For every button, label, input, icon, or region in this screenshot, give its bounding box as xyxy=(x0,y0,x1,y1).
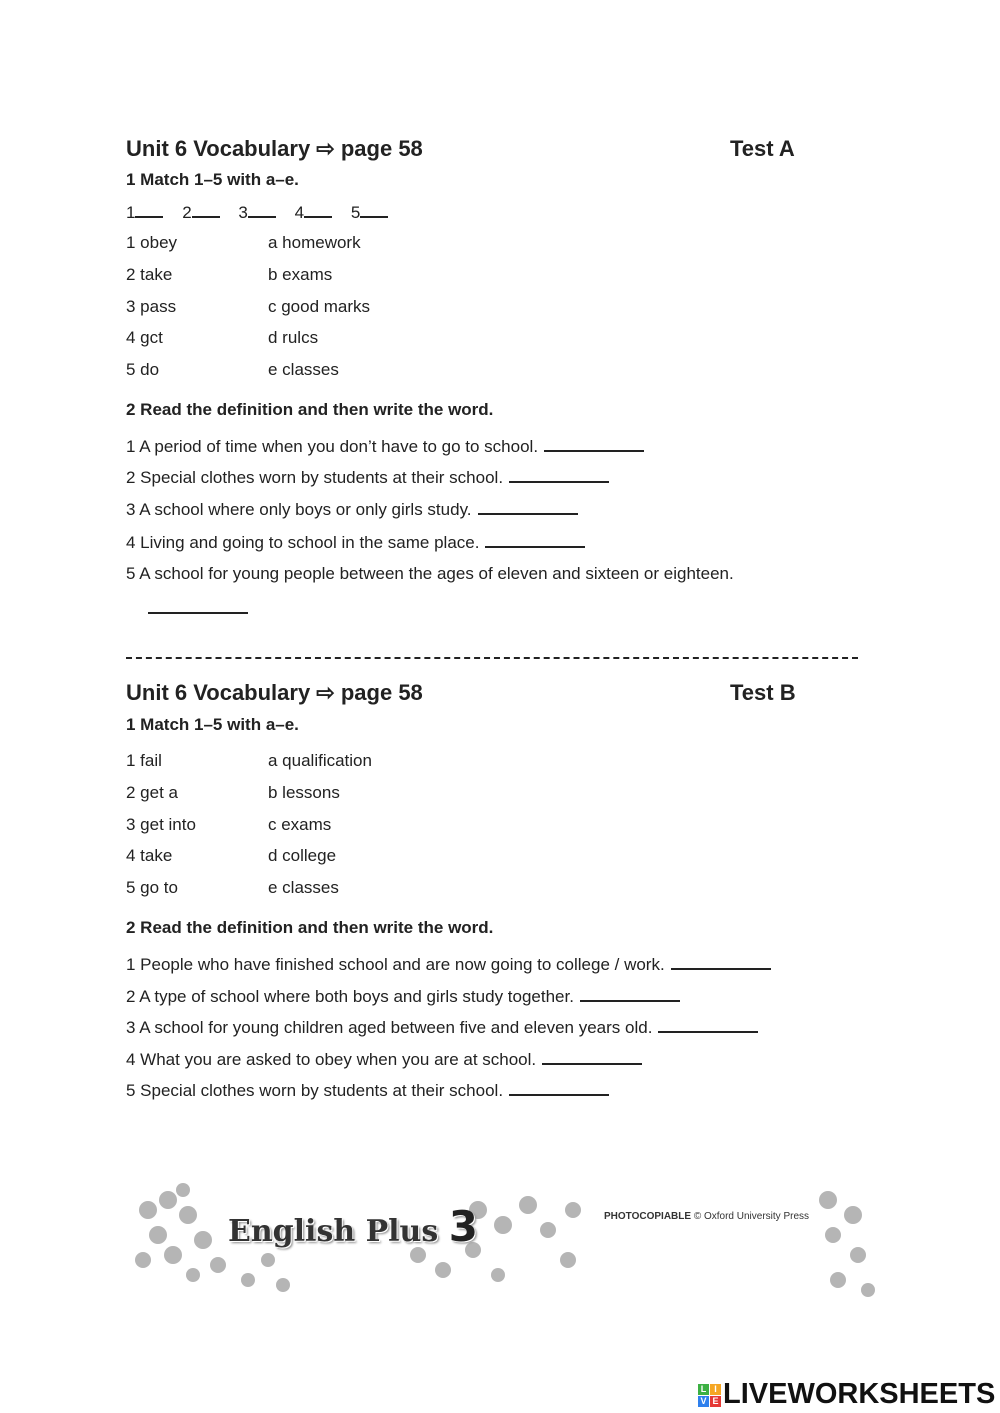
match-left: 2 get a xyxy=(126,783,178,802)
definition-item: 1 A period of time when you don’t have to go to school. xyxy=(126,436,644,457)
definition-item: 1 People who have finished school and are now going to college / work. xyxy=(126,954,771,975)
answer-blank-1[interactable] xyxy=(135,202,163,218)
match-left: 4 take xyxy=(126,846,173,865)
definition-item: 4 Living and going to school in the same place. xyxy=(126,532,585,553)
match-left: 3 get into xyxy=(126,815,196,834)
answer-field[interactable] xyxy=(509,467,609,483)
liveworksheets-icon: L I V E xyxy=(698,1384,721,1407)
match-right: c good marks xyxy=(268,297,371,316)
english-plus-footer-banner xyxy=(128,1180,880,1305)
match-right: a homework xyxy=(268,233,361,252)
test-b-ex2-instruction: 2 Read the definition and then write the word. xyxy=(126,918,494,937)
copyright-notice: PHOTOCOPIABLE © Oxford University Press xyxy=(604,1211,809,1222)
test-a-title: Unit 6 Vocabulary ⇨ page 58 xyxy=(126,136,423,161)
answer-field[interactable] xyxy=(542,1049,642,1065)
definition-item: 2 Special clothes worn by students at their school. xyxy=(126,467,609,488)
match-right: c exams xyxy=(268,815,332,834)
answer-field[interactable] xyxy=(580,986,680,1002)
answer-field[interactable] xyxy=(485,532,585,548)
brand-logo: English Plus 3 xyxy=(228,1202,478,1251)
test-a-label: Test A xyxy=(730,136,795,161)
answer-blank-2[interactable] xyxy=(192,202,220,218)
definition-item: 2 A type of school where both boys and girls study together. xyxy=(126,986,680,1007)
cut-line-divider xyxy=(126,657,858,659)
match-right: e classes xyxy=(268,878,339,897)
definition-item: 5 Special clothes worn by students at their school. xyxy=(126,1080,609,1101)
definition-item: 3 A school where only boys or only girls study. xyxy=(126,499,578,520)
answer-field[interactable] xyxy=(671,954,771,970)
answer-slots: 1 2 3 4 5 xyxy=(126,202,402,223)
match-left: 3 pass xyxy=(126,297,177,316)
test-b-title: Unit 6 Vocabulary ⇨ page 58 xyxy=(126,680,423,705)
match-left: 1 obey xyxy=(126,233,178,252)
match-right: e classes xyxy=(268,360,339,379)
test-b-ex1-instruction: 1 Match 1–5 with a–e. xyxy=(126,715,299,734)
answer-field[interactable] xyxy=(478,499,578,515)
match-right: b exams xyxy=(268,265,333,284)
answer-field[interactable] xyxy=(509,1080,609,1096)
answer-field[interactable] xyxy=(544,436,644,452)
answer-field[interactable] xyxy=(658,1017,758,1033)
match-left: 5 go to xyxy=(126,878,178,897)
match-right: a qualification xyxy=(268,751,372,770)
match-left: 1 fail xyxy=(126,751,162,770)
match-left: 2 take xyxy=(126,265,173,284)
test-a-ex1-instruction: 1 Match 1–5 with a–e. xyxy=(126,170,299,189)
match-right: d rulcs xyxy=(268,328,319,347)
definition-item: 3 A school for young children aged between five and eleven years old. xyxy=(126,1017,758,1038)
match-left: 5 do xyxy=(126,360,160,379)
answer-blank-3[interactable] xyxy=(248,202,276,218)
match-right: d college xyxy=(268,846,337,865)
match-right: b lessons xyxy=(268,783,340,802)
test-b-label: Test B xyxy=(730,680,796,705)
definition-item: 5 A school for young people between the ages of eleven and sixteen or eighteen. xyxy=(126,564,734,583)
test-a-ex2-instruction: 2 Read the definition and then write the word. xyxy=(126,400,494,419)
answer-blank-5[interactable] xyxy=(360,202,388,218)
liveworksheets-logo: L I V E LIVEWORKSHEETS xyxy=(698,1378,995,1411)
answer-blank-4[interactable] xyxy=(304,202,332,218)
definition-item: 4 What you are asked to obey when you are at school. xyxy=(126,1049,642,1070)
answer-field[interactable] xyxy=(142,598,248,619)
match-left: 4 gct xyxy=(126,328,163,347)
